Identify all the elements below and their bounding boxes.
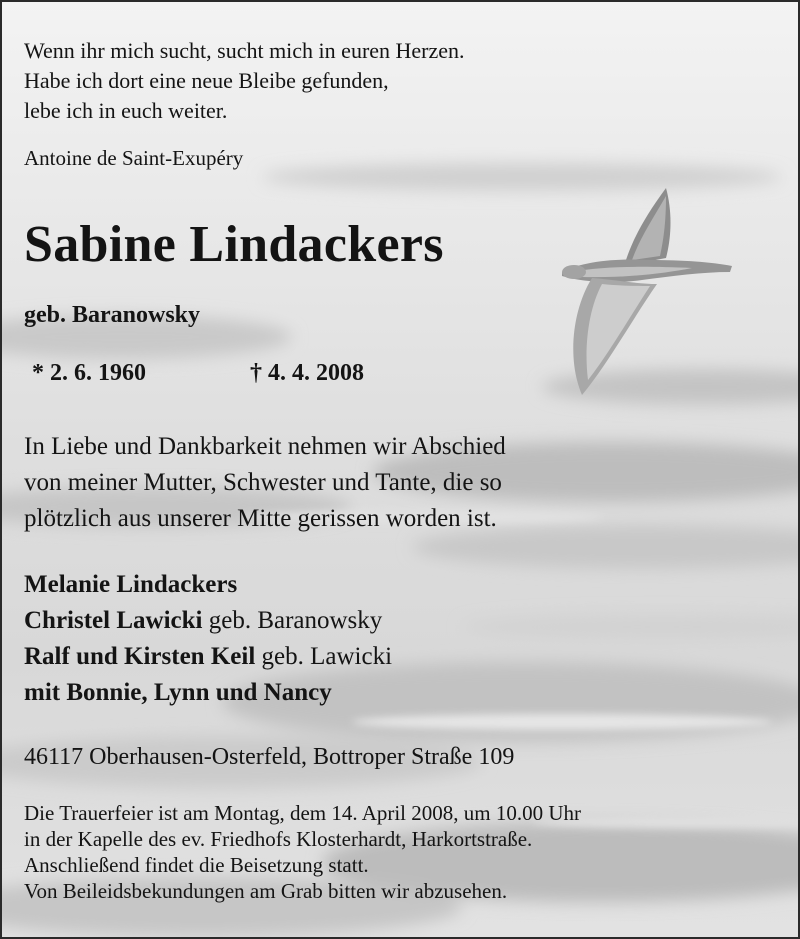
mourner-name: Melanie Lindackers xyxy=(24,571,238,598)
family-address: 46117 Oberhausen-Osterfeld, Bottroper Straße 109 xyxy=(24,744,515,770)
poem-line: Wenn ihr mich sucht, sucht mich in euren Herzen. xyxy=(24,38,465,63)
birth-date: * 2. 6. 1960 xyxy=(32,360,146,386)
mourner-note: geb. Baranowsky xyxy=(202,607,383,634)
mourner-name: Ralf und Kirsten Keil xyxy=(24,643,256,670)
mourner-entry xyxy=(24,603,392,639)
mourner-name: mit Bonnie, Lynn und Nancy xyxy=(24,679,332,706)
poem-line: Habe ich dort eine neue Bleibe gefunden, xyxy=(24,68,389,93)
mourner-entry xyxy=(24,675,392,711)
mourner-entry xyxy=(24,639,392,675)
life-dates xyxy=(32,360,364,387)
service-line: Von Beileidsbekundungen am Grab bitten wir abzusehen. xyxy=(24,879,508,903)
service-line: in der Kapelle des ev. Friedhofs Klosterhardt, Harkortstraße. xyxy=(24,827,533,851)
mourner-entry xyxy=(24,567,392,603)
maiden-name: geb. Baranowsky xyxy=(24,302,201,328)
farewell-line: von meiner Mutter, Schwester und Tante, die so xyxy=(24,469,502,496)
death-date: † 4. 4. 2008 xyxy=(250,360,364,386)
mourner-note: geb. Lawicki xyxy=(255,643,393,670)
farewell-line: In Liebe und Dankbarkeit nehmen wir Abschied xyxy=(24,433,506,460)
mourners-list xyxy=(24,567,392,711)
deceased-name: Sabine Lindackers xyxy=(24,216,444,273)
poem xyxy=(24,36,465,126)
poem-line: lebe ich in euch weiter. xyxy=(24,98,228,123)
poem-author: Antoine de Saint-Exupéry xyxy=(24,146,244,170)
funeral-service-info xyxy=(24,800,581,904)
service-line: Die Trauerfeier ist am Montag, dem 14. April 2008, um 10.00 Uhr xyxy=(24,801,582,825)
mourner-name: Christel Lawicki xyxy=(24,607,203,634)
farewell-line: plötzlich aus unserer Mitte gerissen worden ist. xyxy=(24,505,497,532)
service-line: Anschließend findet die Beisetzung statt. xyxy=(24,853,369,877)
farewell-message xyxy=(24,429,506,537)
seagull-illustration xyxy=(562,180,737,400)
